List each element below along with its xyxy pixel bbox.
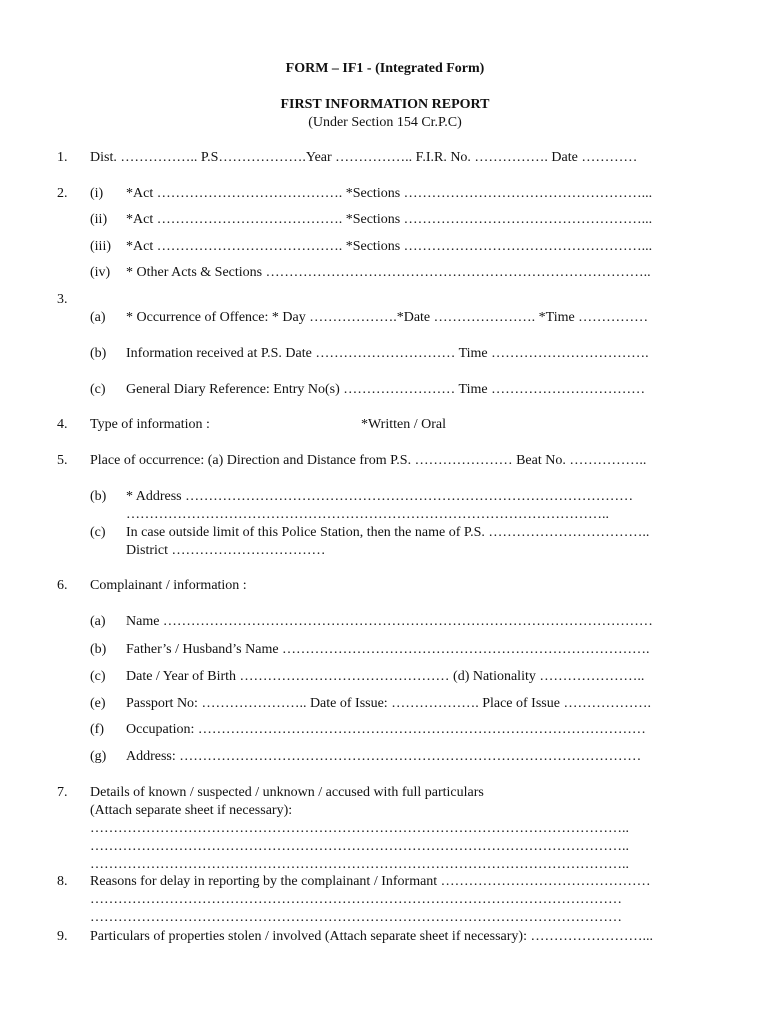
report-title: FIRST INFORMATION REPORT	[280, 97, 490, 112]
birth-nationality-field[interactable]: Date / Year of Birth ……………………………………… (d) Nationality …………………..	[126, 669, 645, 684]
passport-field[interactable]: Passport No: ………………….. Date of Issue: ………………. Place of Issue ……………….	[126, 696, 651, 711]
father-husband-name-field[interactable]: Father’s / Husband’s Name …………………………………………………………………….	[126, 642, 650, 657]
complainant-row-label: (g)	[90, 749, 107, 764]
form-title: FORM – IF1 - (Integrated Form)	[285, 61, 485, 76]
item-2-row-fields[interactable]: *Act …………………………………. *Sections ……………………………………………...	[126, 239, 653, 254]
item-6-number: 6.	[57, 578, 68, 593]
address-field-continued[interactable]: …………………………………………………………………………………………..	[126, 507, 609, 522]
item-2-row-label: (ii)	[90, 212, 108, 227]
item-3-row-label: (b)	[90, 346, 107, 361]
complainant-row-label: (b)	[90, 642, 107, 657]
complainant-row-label: (e)	[90, 696, 106, 711]
information-type-options[interactable]: *Written / Oral	[361, 417, 446, 432]
item-5-number: 5.	[57, 453, 68, 468]
complainant-heading: Complainant / information :	[90, 578, 247, 593]
item-3-row-fields[interactable]: * Occurrence of Offence: * Day ……………….*Date …………………. *Time ……………	[126, 310, 649, 325]
item-5-b-label: (b)	[90, 489, 107, 504]
item-2-number: 2.	[57, 186, 68, 201]
accused-details-line[interactable]: ……………………………………………………………………………………………………..	[90, 821, 629, 836]
item-2-row-fields[interactable]: *Act …………………………………. *Sections ……………………………………………...	[126, 212, 653, 227]
properties-stolen-field[interactable]: Particulars of properties stolen / involved (Attach separate sheet if necessary): ……………………...	[90, 929, 653, 944]
item-2-row-fields[interactable]: * Other Acts & Sections ………………………………………………………………………..	[126, 265, 651, 280]
information-type-label: Type of information :	[90, 417, 210, 432]
accused-details-line[interactable]: ……………………………………………………………………………………………………..	[90, 857, 629, 872]
item-2-row-label: (iv)	[90, 265, 111, 280]
address-field[interactable]: * Address ……………………………………………………………………………………	[126, 489, 634, 504]
complainant-row-label: (a)	[90, 614, 106, 629]
delay-reasons-line[interactable]: ……………………………………………………………………………………………………	[90, 892, 622, 907]
item-8-number: 8.	[57, 874, 68, 889]
item-1-fields[interactable]: Dist. …………….. P.S……………….Year …………….. F.I.R. No. ……………. Date …………	[90, 150, 638, 165]
item-3-row-label: (c)	[90, 382, 106, 397]
accused-details-note: (Attach separate sheet if necessary):	[90, 803, 293, 818]
complainant-row-label: (f)	[90, 722, 104, 737]
item-7-number: 7.	[57, 785, 68, 800]
outside-ps-field[interactable]: In case outside limit of this Police Station, then the name of P.S. ……………………………..	[126, 525, 650, 540]
item-1-number: 1.	[57, 150, 68, 165]
item-2-row-label: (i)	[90, 186, 104, 201]
complainant-address-field[interactable]: Address: ………………………………………………………………………………………	[126, 749, 642, 764]
complainant-name-field[interactable]: Name ……………………………………………………………………………………………	[126, 614, 653, 629]
district-field[interactable]: District ……………………………	[126, 543, 326, 558]
item-3-row-fields[interactable]: General Diary Reference: Entry No(s) …………………… Time ……………………………	[126, 382, 646, 397]
place-of-occurrence-fields[interactable]: Place of occurrence: (a) Direction and Distance from P.S. ………………… Beat No. ……………..	[90, 453, 647, 468]
occupation-field[interactable]: Occupation: ……………………………………………………………………………………	[126, 722, 646, 737]
item-2-row-label: (iii)	[90, 239, 111, 254]
item-4-number: 4.	[57, 417, 68, 432]
delay-reasons-line[interactable]: ……………………………………………………………………………………………………	[90, 910, 622, 925]
item-3-number: 3.	[57, 292, 68, 307]
item-2-row-fields[interactable]: *Act …………………………………. *Sections ……………………………………………...	[126, 186, 653, 201]
accused-details-label: Details of known / suspected / unknown / accused with full particulars	[90, 785, 484, 800]
item-5-c-label: (c)	[90, 525, 106, 540]
accused-details-line[interactable]: ……………………………………………………………………………………………………..	[90, 839, 629, 854]
item-3-row-fields[interactable]: Information received at P.S. Date ………………………… Time …………………………….	[126, 346, 649, 361]
item-3-row-label: (a)	[90, 310, 106, 325]
section-reference: (Under Section 154 Cr.P.C)	[308, 115, 462, 130]
complainant-row-label: (c)	[90, 669, 106, 684]
item-9-number: 9.	[57, 929, 68, 944]
delay-reasons-field[interactable]: Reasons for delay in reporting by the complainant / Informant ………………………………………	[90, 874, 651, 889]
